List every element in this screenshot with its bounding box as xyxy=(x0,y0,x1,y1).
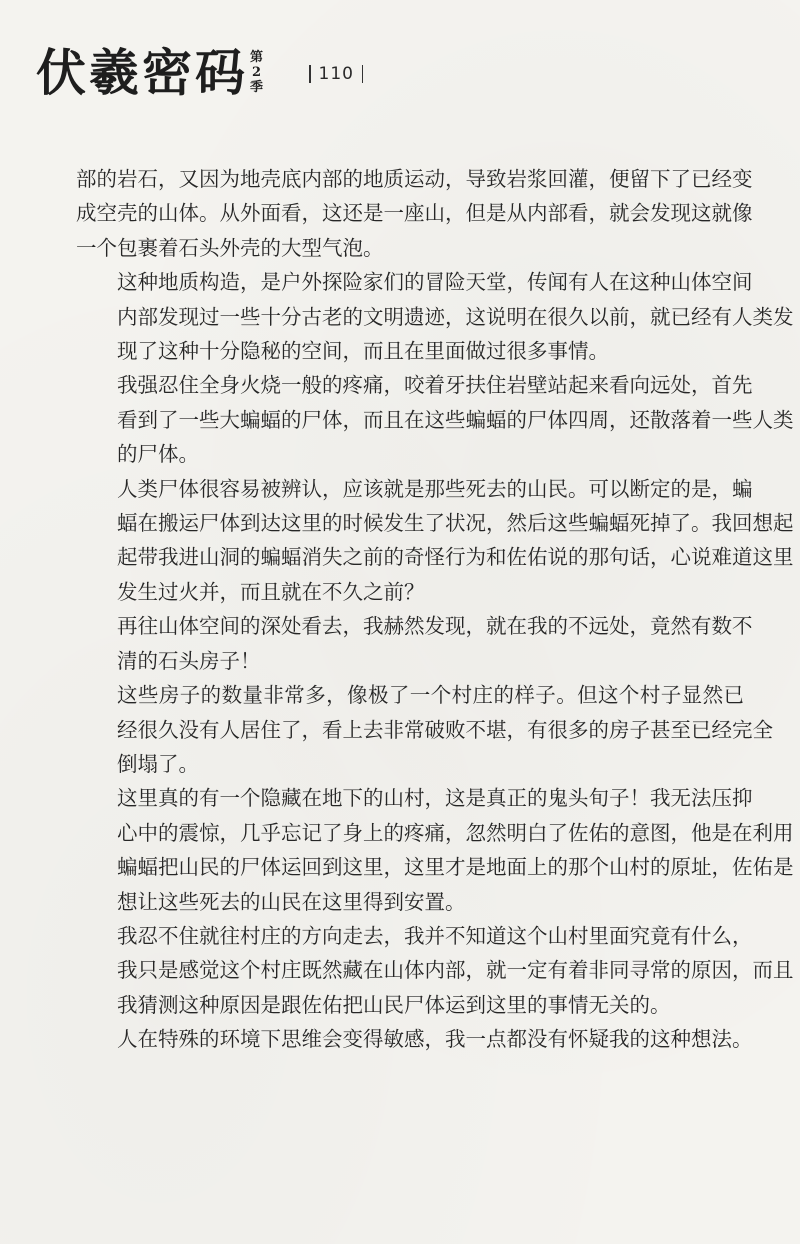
text-line: 发生过火并，而且就在不久之前？ xyxy=(117,579,425,604)
page-number-left-bar xyxy=(309,65,311,83)
text-line: 现了这种十分隐秘的空间，而且在里面做过很多事情。 xyxy=(117,339,609,364)
book-title: 伏羲密码 xyxy=(36,43,248,102)
season-label xyxy=(250,50,263,95)
running-header xyxy=(36,40,371,110)
text-line: 蝠在搬运尸体到达这里的时候发生了状况，然后这些蝙蝠死掉了。我回想起 xyxy=(117,511,794,536)
text-line: 这里真的有一个隐藏在地下的山村，这是真正的鬼头旬子！我无法压抑 xyxy=(117,786,753,811)
text-line: 的尸体。 xyxy=(117,442,199,467)
season-label-suffix: 季 xyxy=(250,80,264,95)
season-label-prefix: 第 xyxy=(250,50,264,65)
paragraph xyxy=(76,919,794,1022)
paragraph xyxy=(76,609,753,678)
text-line: 内部发现过一些十分古老的文明遗迹，这说明在很久以前，就已经有人类发 xyxy=(117,304,794,329)
text-line: 我强忍住全身火烧一般的疼痛，咬着牙扶住岩壁站起来看向远处，首先 xyxy=(117,373,753,398)
text-line: 我只是感觉这个村庄既然藏在山体内部，就一定有着非同寻常的原因，而且 xyxy=(117,958,794,983)
text-line: 这种地质构造，是户外探险家们的冒险天堂，传闻有人在这种山体空间 xyxy=(117,270,753,295)
text-line: 人类尸体很容易被辨认，应该就是那些死去的山民。可以断定的是，蝙 xyxy=(117,476,753,501)
text-line: 经很久没有人居住了，看上去非常破败不堪，有很多的房子甚至已经完全 xyxy=(117,717,773,742)
paragraph xyxy=(76,781,794,919)
text-line: 看到了一些大蝙蝠的尸体，而且在这些蝙蝠的尸体四周，还散落着一些人类 xyxy=(117,407,794,432)
text-line: 再往山体空间的深处看去，我赫然发现，就在我的不远处，竟然有数不 xyxy=(117,614,753,639)
paragraph xyxy=(76,1022,753,1056)
text-line: 清的石头房子！ xyxy=(117,648,261,673)
text-line: 起带我进山洞的蝙蝠消失之前的奇怪行为和佐佑说的那句话，心说难道这里 xyxy=(117,545,794,570)
text-line: 我忍不住就往村庄的方向走去，我并不知道这个山村里面究竟有什么， xyxy=(117,923,753,948)
text-line: 人在特殊的环境下思维会变得敏感，我一点都没有怀疑我的这种想法。 xyxy=(117,1027,753,1052)
page-number-value: 110 xyxy=(318,64,354,84)
text-line: 想让这些死去的山民在这里得到安置。 xyxy=(117,889,466,914)
text-line: 我猜测这种原因是跟佐佑把山民尸体运到这里的事情无关的。 xyxy=(117,992,671,1017)
paragraph xyxy=(76,265,794,368)
text-line: 一个包裹着石头外壳的大型气泡。 xyxy=(76,235,384,260)
text-line: 心中的震惊，几乎忘记了身上的疼痛，忽然明白了佐佑的意图，他是在利用 xyxy=(117,820,794,845)
text-line: 倒塌了。 xyxy=(117,751,199,776)
body-text xyxy=(76,162,794,1057)
page-number xyxy=(301,64,371,84)
paragraph xyxy=(76,368,794,471)
text-line: 成空壳的山体。从外面看，这还是一座山，但是从内部看，就会发现这就像 xyxy=(76,201,753,226)
paragraph xyxy=(76,162,753,265)
paragraph xyxy=(76,678,773,781)
text-line: 这些房子的数量非常多，像极了一个村庄的样子。但这个村子显然已 xyxy=(117,683,744,708)
paragraph xyxy=(76,472,794,610)
page-number-right-bar xyxy=(362,65,364,83)
text-line: 部的岩石，又因为地壳底内部的地质运动，导致岩浆回灌，便留下了已经变 xyxy=(76,167,753,191)
text-line: 蝙蝠把山民的尸体运回到这里，这里才是地面上的那个山村的原址，佐佑是 xyxy=(117,855,794,880)
season-label-number: 2 xyxy=(251,65,262,80)
